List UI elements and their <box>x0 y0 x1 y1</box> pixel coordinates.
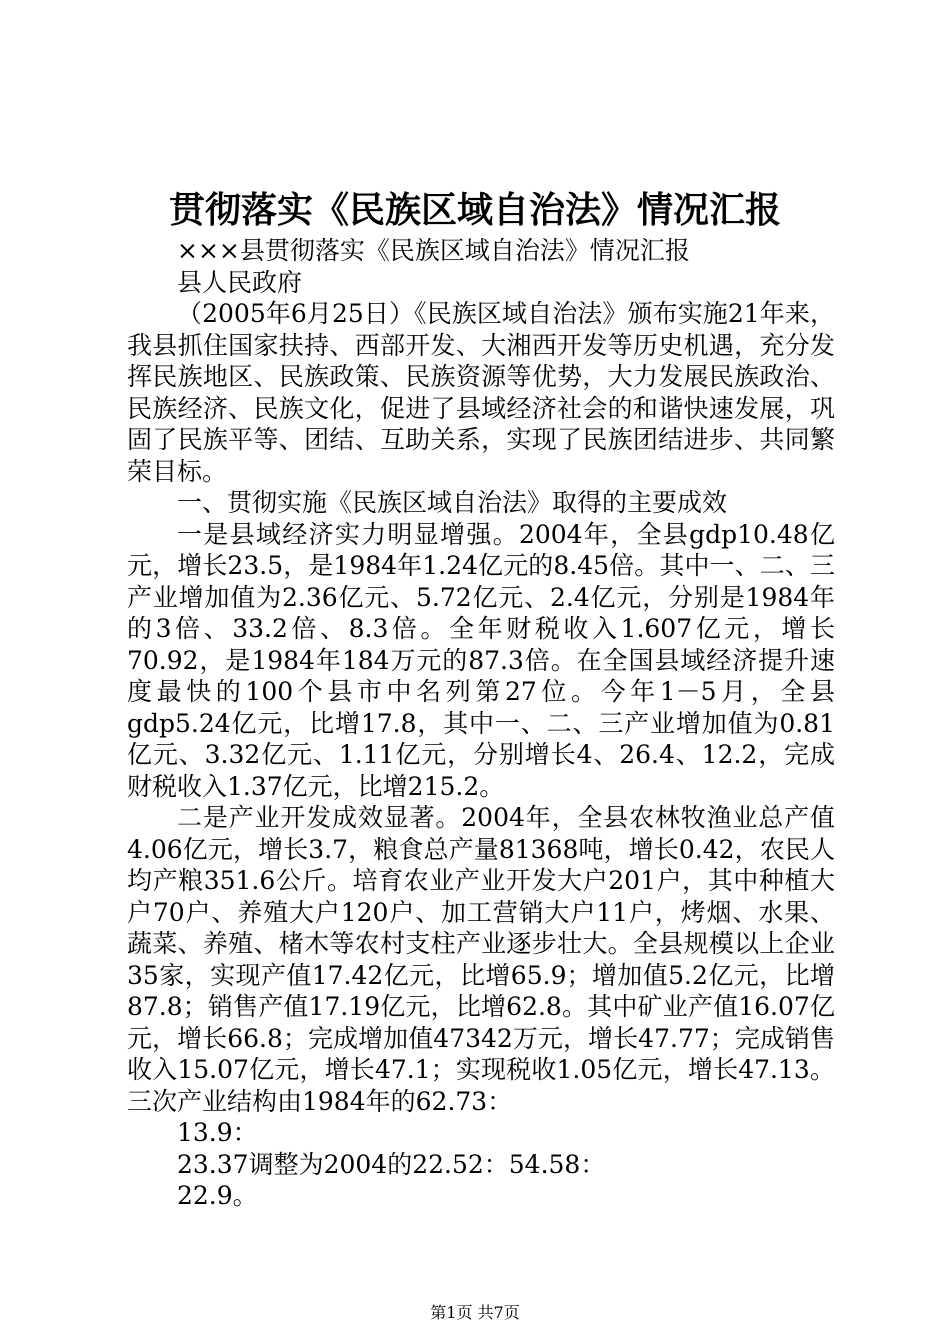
document-body <box>127 235 835 1212</box>
report-heading: ×××县贯彻落实《民族区域自治法》情况汇报 <box>177 236 690 265</box>
section-heading: 一、贯彻实施《民族区域自治法》取得的主要成效 <box>177 488 728 517</box>
page-indicator: 第1页 共7页 <box>430 1303 520 1322</box>
intro-paragraph: （2005年6月25日）《民族区域自治法》颁布实施21年来，我县抓住国家扶持、西部开发、大湘西开发等历史机遇，充分发挥民族地区、民族政策、民族资源等优势，大力发展民族政治、民族经济、民族文化，促进了县域经济社会的和谐快速发展，巩固了民族平等、团结、互助关系，实现了民族团结进步、共同繁荣目标。 <box>127 299 835 486</box>
economy-paragraph: 一是县域经济实力明显增强。2004年，全县gdp10.48亿元，增长23.5，是1984年1.24亿元的8.45倍。其中一、二、三产业增加值为2.36亿元、5.72亿元、2.4亿元，分别是1984年的3倍、33.2倍、8.3倍。全年财税收入1.607亿元，增长70.92，是1984年184万元的87.3倍。在全国县域经济提升速度最快的100个县市中名列第27位。今年1－5月，全县gdp5.24亿元，比增17.8，其中一、二、三产业增加值为0.81亿元、3.32亿元、1.11亿元，分别增长4、26.4、12.2，完成财税收入1.37亿元，比增215.2。 <box>127 519 835 801</box>
ratio-line-2: 23.37调整为2004的22.52：54.58： <box>177 1149 606 1179</box>
document-title: 贯彻落实《民族区域自治法》情况汇报 <box>168 189 781 231</box>
ratio-line-1: 13.9： <box>177 1118 258 1147</box>
author-line: 县人民政府 <box>177 267 303 297</box>
industry-paragraph: 二是产业开发成效显著。2004年，全县农林牧渔业总产值4.06亿元，增长3.7，粮食总产量81368吨，增长0.42，农民人均产粮351.6公斤。培育农业产业开发大户201户，其中种植大户70户、养殖大户120户、加工营销大户11户，烤烟、水果、蔬菜、养殖、楮木等农村支柱产业逐步壮大。全县规模以上企业35家，实现产值17.42亿元，比增65.9；增加值5.2亿元，比增87.8；销售产值17.19亿元，比增62.8。其中矿业产值16.07亿元，增长66.8；完成增加值47342万元，增长47.77；完成销售收入15.07亿元，增长47.1；实现税收1.05亿元，增长47.13。三次产业结构由1984年的62.73： <box>127 803 835 1116</box>
ratio-line-3: 22.9。 <box>177 1181 258 1210</box>
